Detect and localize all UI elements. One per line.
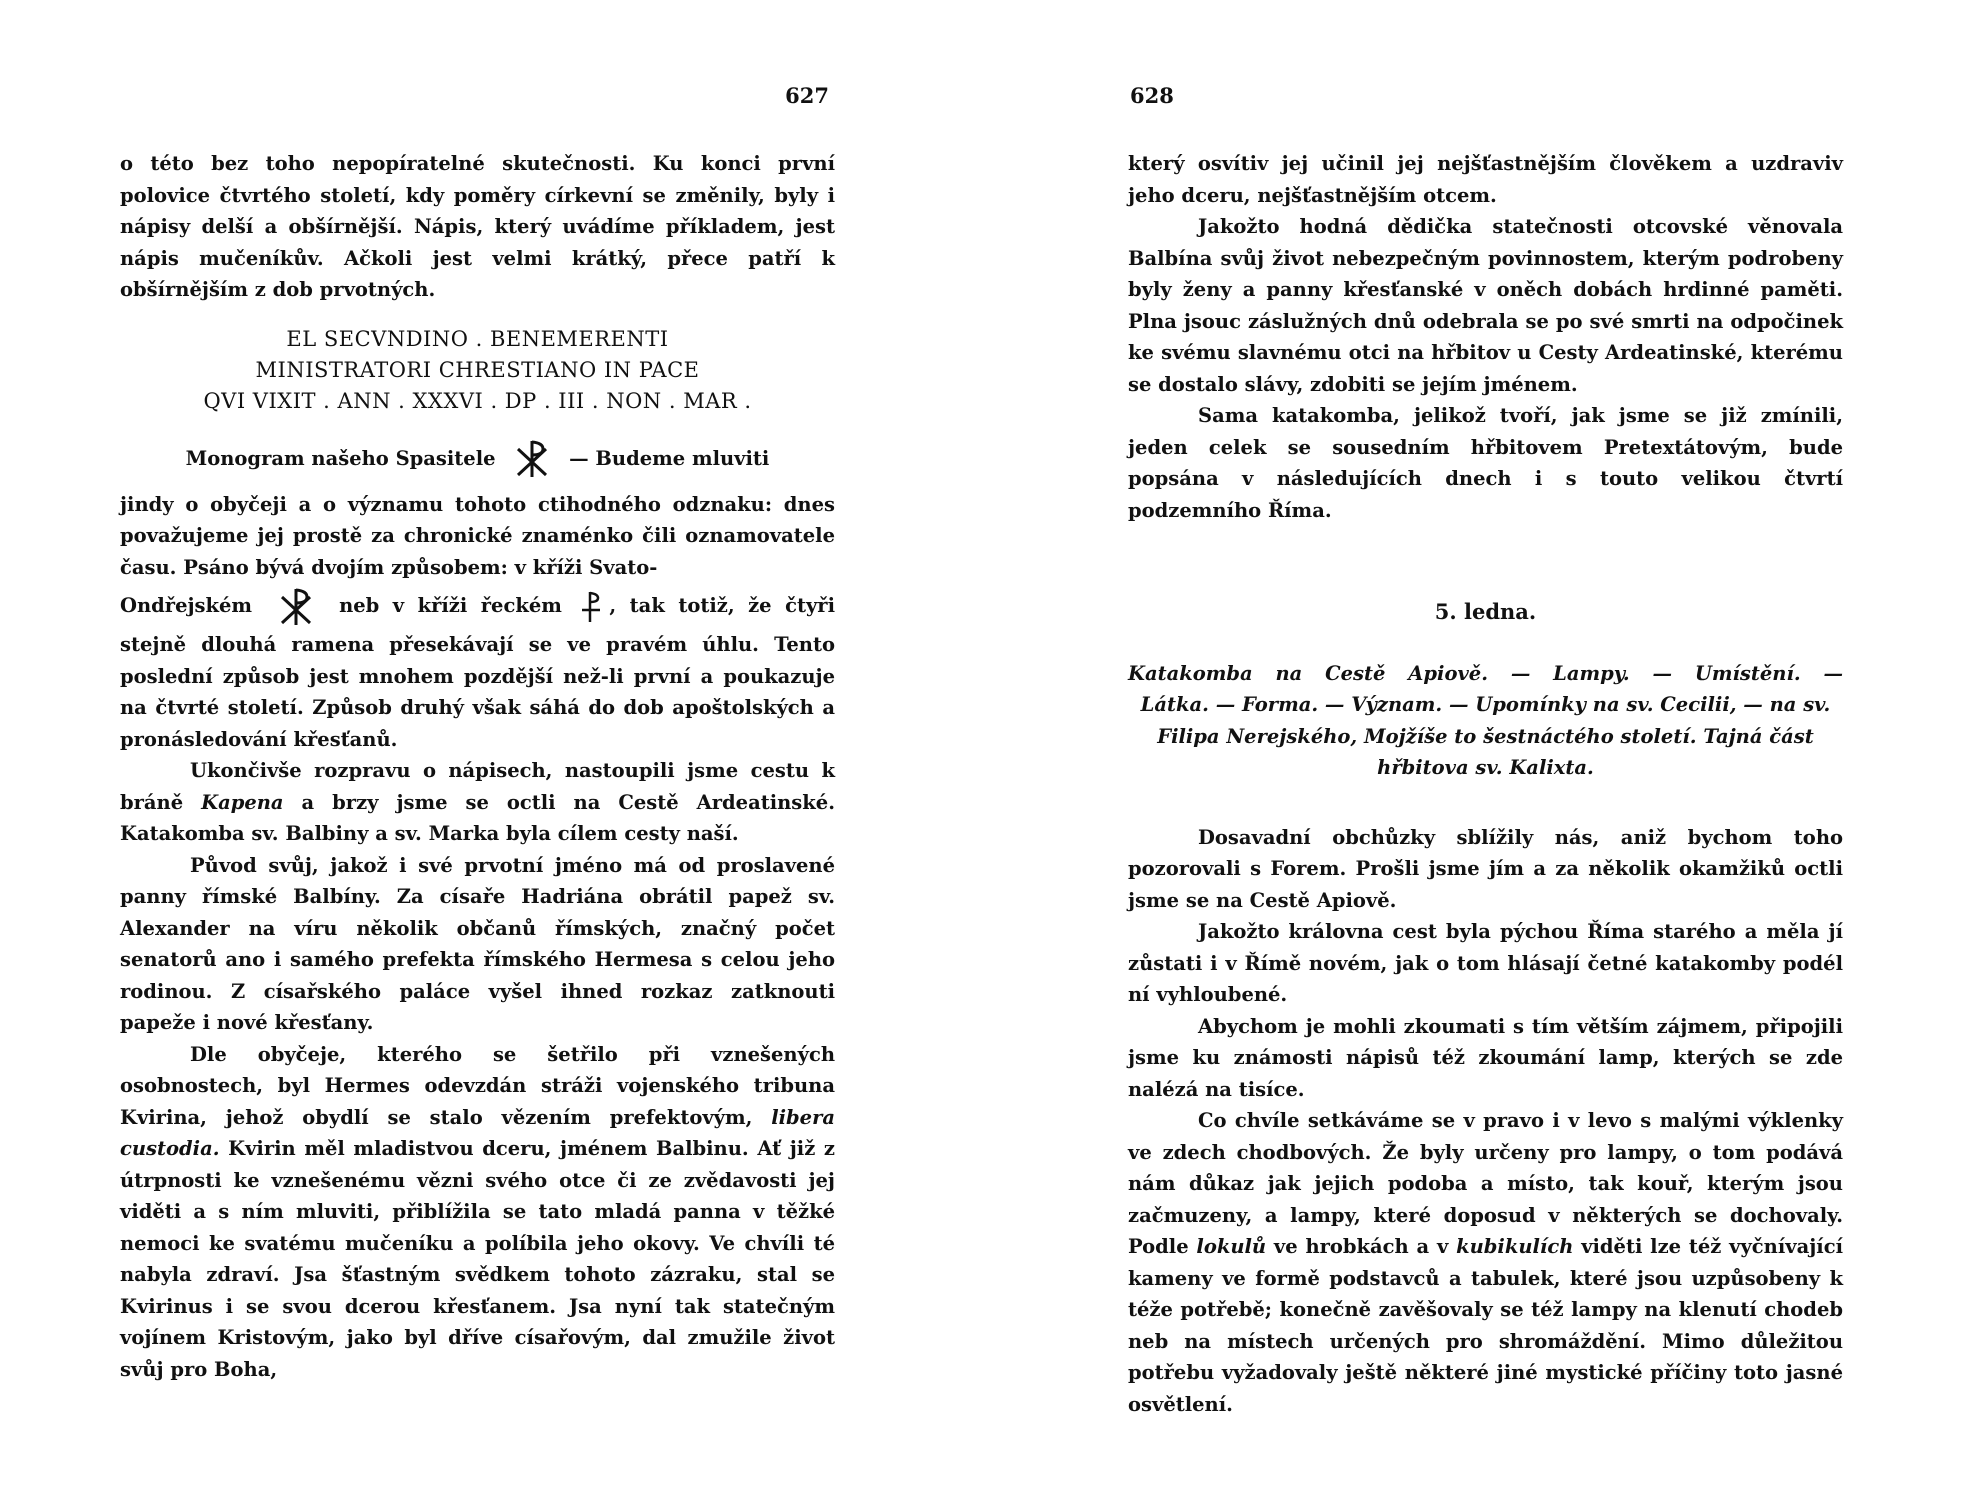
italic-text: kubikulích xyxy=(1456,1235,1574,1258)
paragraph xyxy=(120,755,835,850)
left-page-text xyxy=(120,148,835,1385)
paragraph: Jakožto královna cest byla pýchou Říma starého a měla jí zůstati i v Římě novém, jak o tom hlásají četné katakomby podél ní vyhloubené. xyxy=(1128,920,1843,1006)
paragraph: Dosavadní obchůzky sblížily nás, aniž bychom toho pozorovali s Forem. Prošli jsme jím a za několik okamžiků octli jsme se na Cestě Apiově. xyxy=(1128,825,1843,912)
inline-text: a brzy jsme se octli na Cestě Ardeatinské. Katakomba sv. Balbiny a sv. Marka byla cílem cesty naší. xyxy=(120,790,835,845)
paragraph: stejně dlouhá ramena přesekávají se ve pravém úhlu. Tento poslední způsob jest mnohem pozdější než-li první a poukazuje na čtvrté století. Způsob druhý však sáhá do dob apoštolských a pronásledování křesťanů. xyxy=(120,633,835,751)
summary-line: Katakomba na Cestě Apiově. — Lampy. — Umístění. — xyxy=(1128,661,1843,685)
chapter-summary xyxy=(1128,658,1843,784)
inline-text: neb v kříži řeckém xyxy=(339,594,562,617)
cross-description-line xyxy=(120,583,835,629)
page-number: 627 xyxy=(785,83,829,108)
page-number: 628 xyxy=(1130,83,1174,108)
inscription-line: MINISTRATORI CHRESTIANO IN PACE xyxy=(255,357,700,382)
inscription-line: EL SECVNDINO . BENEMERENTI xyxy=(286,326,669,351)
inline-text: Co chvíle setkáváme se v pravo i v levo s malými výklenky ve zdech chodbových. Že byly určeny pro lampy, o tom podává nám důkaz jak jejich podoba a místo, tak kouř, kterým jsou začmuzeny, a lampy, které doposud v některých se dochovaly. Podle xyxy=(1128,1109,1843,1258)
italic-text: Kapena xyxy=(201,790,284,814)
monogram-text: — Budeme mluviti xyxy=(569,446,770,470)
inline-text: ve hrobkách a v xyxy=(1273,1235,1449,1258)
paragraph: o této bez toho nepopíratelné skutečnosti. Ku konci první polovice čtvrtého století, kdy poměry církevní se změnily, byly i nápisy delší a obšírnější. Nápis, který uvádíme příkladem, jest nápis mučeníkův. Ačkoli jest velmi krátký, přece patří k obšírnějším z dob prvotných. xyxy=(120,152,835,301)
paragraph: Původ svůj, jakož i své prvotní jméno má od proslavené panny římské Balbíny. Za císaře Hadriána obrátil papež sv. Alexander na víru několik občanů římských, značný počet senatorů ano i samého prefekta římského Hermesa s celou jeho rodinou. Z císařského paláce vyšel ihned rozkaz zatknouti papeže i nové křesťany. xyxy=(120,853,835,1034)
monogram-text: Monogram našeho Spasitele xyxy=(185,446,496,470)
paragraph xyxy=(1128,1105,1843,1420)
paragraph xyxy=(120,1039,835,1386)
monogram-line xyxy=(120,437,835,481)
italic-text: libera custodia. xyxy=(120,1105,835,1160)
italic-text: lokulů xyxy=(1196,1235,1267,1258)
greek-cross-rho-icon xyxy=(581,590,603,624)
paragraph: Sama katakomba, jelikož tvoří, jak jsme se již zmínili, jeden celek se sousedním hřbitovem Pretextátovým, bude popsána v následujících dnech i s touto velikou čtvrtí podzemního Říma. xyxy=(1128,404,1843,522)
inline-text: Ukončivše rozpravu o nápisech, nastoupili jsme cestu k bráně xyxy=(120,759,835,814)
inline-text: Ondřejském xyxy=(120,594,253,617)
inline-text: viděti lze též vyčnívající kameny ve formě podstavců a tabulek, které jsou uzpůsobeny k téže potřebě; konečně zavěšovaly se též lampy na klenutí chodeb neb na místech určených pro shromáždění. Mimo důležitou potřebu vyžadovaly ještě některé jiné mystické příčiny toto jasné osvětlení. xyxy=(1128,1235,1843,1416)
saltire-chi-rho-icon xyxy=(276,587,316,627)
paragraph: Jakožto hodná dědička statečnosti otcovské věnovala Balbína svůj život nebezpečným povinnostem, kterým podrobeny byly ženy a panny křesťanské v oněch dobách hrdinné paměti. Plna jsouc záslužných dnů odebrala se po své smrti na odpočinek ke svému slavnému otci na hřbitov u Cesty Ardeatinské, kterému se dostalo slávy, zdobiti se jejím jménem. xyxy=(1128,215,1843,396)
right-page-text xyxy=(1128,148,1843,1420)
summary-text: Látka. — Forma. — Význam. — Upomínky na sv. Cecilii, — na sv. Filipa Nerejského, Mojžíše to šestnáctého století. Tajná část hřbitova sv. Kalixta. xyxy=(1140,693,1831,779)
paragraph: Abychom je mohli zkoumati s tím větším zájmem, připojili jsme ku známosti nápisů též zkoumání lamp, kterých se zde nalézá na tisíce. xyxy=(1128,1014,1843,1101)
inline-text: Kvirin měl mladistvou dceru, jménem Balbinu. Ať již z útrpnosti ke vznešenému vězni svého otce či ze zvědavosti jej viděti a s ním mluviti, přiblížila se tato mladá panna v těžké nemoci ke svatému mučeníku a políbila jeho okovy. Ve chvíli té nabyla zdraví. Jsa šťastným svědkem tohoto zázraku, stal se Kvirinus i se svou dcerou křesťanem. Jsa nyní tak statečným vojínem Kristovým, jako byl dříve císařovým, dal zmužile život svůj pro Boha, xyxy=(120,1137,835,1381)
inline-text: , tak totiž, že čtyři xyxy=(609,594,835,617)
paragraph: jindy o obyčeji a o významu tohoto ctihodného odznaku: dnes považujeme jej prostě za chronické znaménko čili oznamovatele času. Psáno bývá dvojím způsobem: v kříži Svato- xyxy=(120,492,835,579)
chi-rho-monogram-icon xyxy=(512,439,552,479)
paragraph: který osvítiv jej učinil jej nejšťastnějším člověkem a uzdraviv jeho dceru, nejšťastnějším otcem. xyxy=(1128,152,1843,207)
section-heading: 5. ledna. xyxy=(1434,599,1537,624)
latin-inscription xyxy=(120,324,835,417)
inline-text: Dle obyčeje, kterého se šetřilo při vznešených osobnostech, byl Hermes odevzdán stráži vojenského tribuna Kvirina, jehož obydlí se stalo vězením prefektovým, xyxy=(120,1042,835,1129)
inscription-line: QVI VIXIT . ANN . XXXVI . DP . III . NON . MAR . xyxy=(203,388,752,413)
